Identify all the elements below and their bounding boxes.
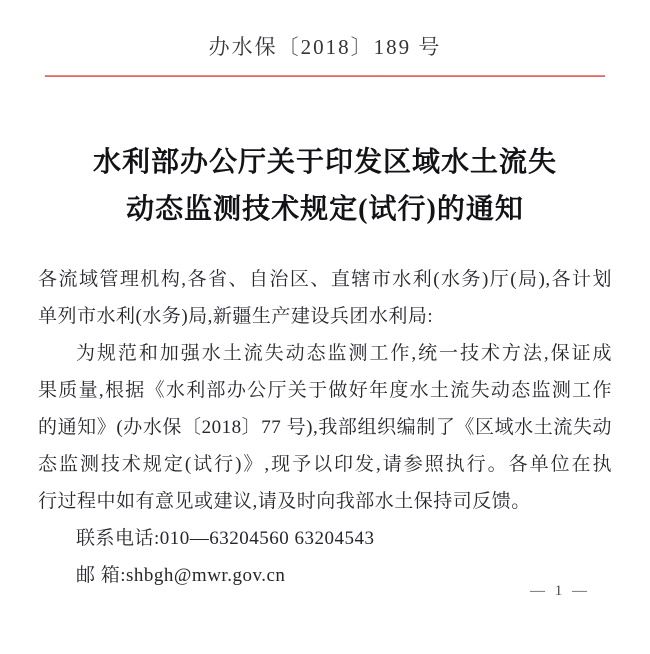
doc-title [0, 139, 650, 233]
doc-title-line-2: 动态监测技术规定(试行)的通知 [126, 194, 524, 225]
paragraph-line-4: 态监测技术规定(试行)》,现予以印发,请参照执行。各单位在执 [38, 454, 612, 475]
contact-email: 邮 箱:shbgh@mwr.gov.cn [76, 565, 286, 586]
doc-number: 办水保〔2018〕189 号 [208, 35, 442, 59]
doc-body [38, 261, 612, 594]
paragraph-line-3: 的通知》(办水保〔2018〕77 号),我部组织编制了《区域水土流失动 [38, 417, 612, 438]
paragraph-line-5: 行过程中如有意见或建议,请及时向我部水土保持司反馈。 [38, 491, 531, 512]
red-divider-line [45, 75, 605, 77]
contact-phone: 联系电话:010—63204560 63204543 [76, 528, 375, 549]
paragraph-line-1: 为规范和加强水土流失动态监测工作,统一技术方法,保证成 [76, 343, 612, 364]
page-number: — 1 — [530, 583, 590, 599]
salutation-line-2: 单列市水利(水务)局,新疆生产建设兵团水利局: [38, 306, 434, 327]
doc-title-line-1: 水利部办公厅关于印发区域水土流失 [92, 147, 557, 178]
paragraph-line-2: 果质量,根据《水利部办公厅关于做好年度水土流失动态监测工作 [38, 380, 612, 401]
salutation-line-1: 各流域管理机构,各省、自治区、直辖市水利(水务)厅(局),各计划 [38, 269, 612, 290]
